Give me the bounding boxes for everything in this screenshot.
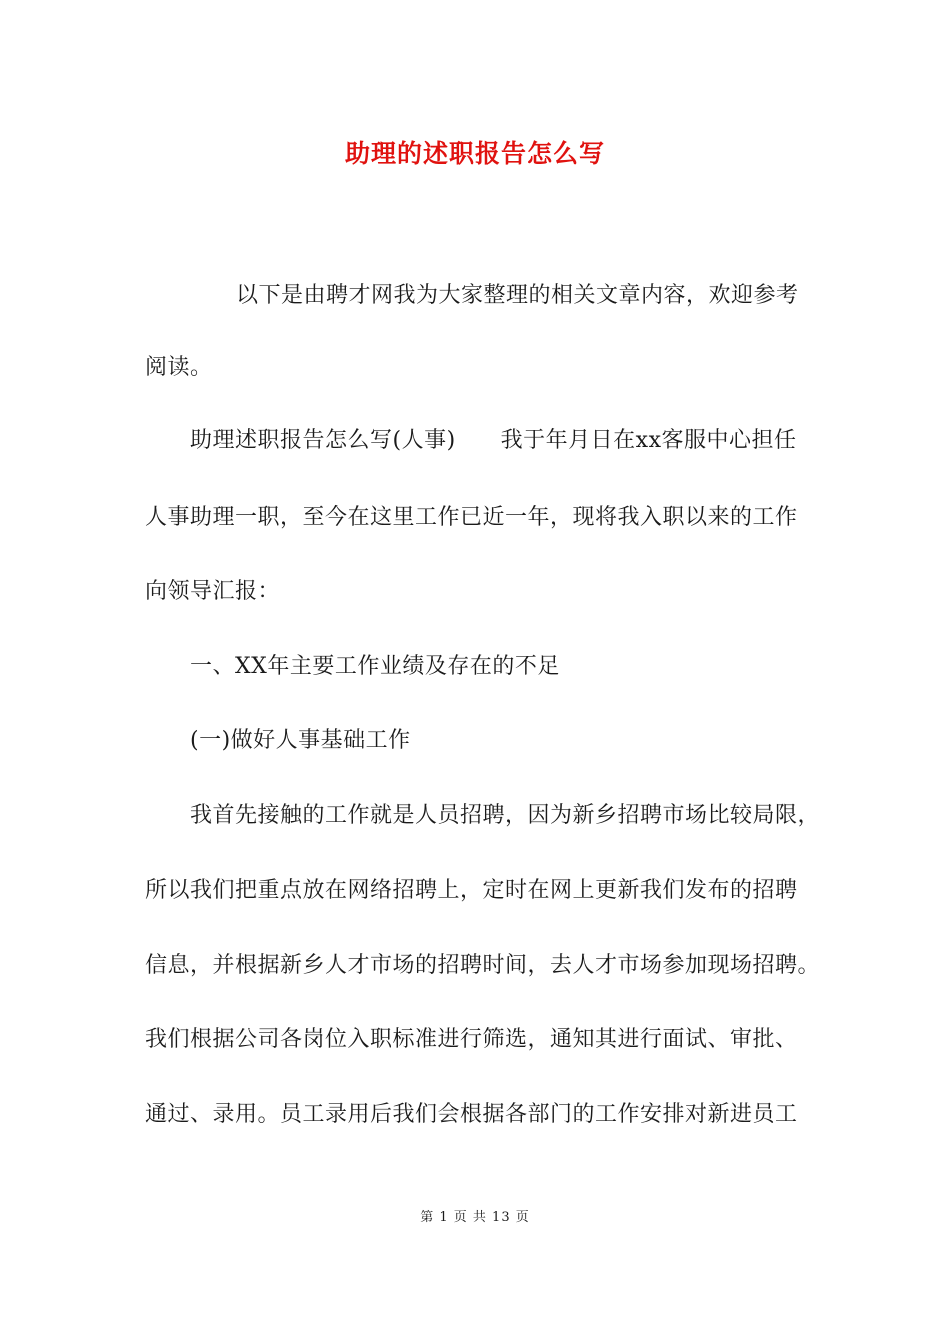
paragraph-line: 助理述职报告怎么写(人事) 我于年月日在xx客服中心担任 — [190, 428, 797, 453]
paragraph-line: 向领导汇报： — [145, 579, 281, 604]
paragraph-line: 我首先接触的工作就是人员招聘，因为新乡招聘市场比较局限， — [190, 803, 821, 828]
paragraph-line: 人事助理一职，至今在这里工作已近一年，现将我入职以来的工作 — [145, 505, 798, 530]
document-title: 助理的述职报告怎么写 — [344, 139, 605, 168]
subsection-heading: (一)做好人事基础工作 — [190, 728, 411, 753]
paragraph-line: 阅读。 — [145, 355, 213, 380]
paragraph-line: 以下是由聘才网我为大家整理的相关文章内容，欢迎参考 — [236, 283, 799, 308]
paragraph-line: 我们根据公司各岗位入职标准进行筛选，通知其进行面试、审批、 — [145, 1027, 798, 1052]
paragraph-line: 所以我们把重点放在网络招聘上，定时在网上更新我们发布的招聘 — [145, 878, 798, 903]
page-number-footer: 第 1 页 共 13 页 — [420, 1210, 530, 1225]
paragraph-line: 信息，并根据新乡人才市场的招聘时间，去人才市场参加现场招聘。 — [145, 953, 821, 978]
section-heading: 一、XX年主要工作业绩及存在的不足 — [190, 654, 560, 679]
paragraph-line: 通过、录用。员工录用后我们会根据各部门的工作安排对新进员工 — [145, 1102, 798, 1127]
